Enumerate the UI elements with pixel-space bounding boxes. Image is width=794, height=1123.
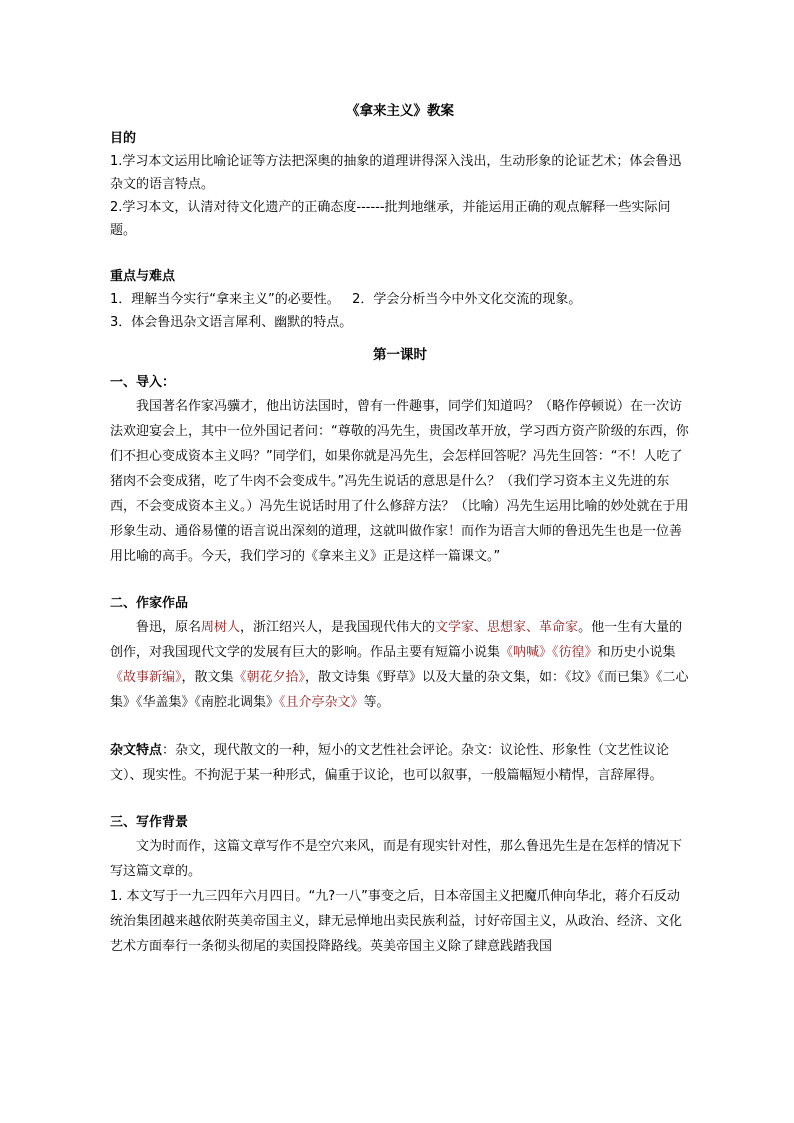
key-points-line-1: 1．理解当今实行“拿来主义”的必要性。 2．学会分析当今中外文化交流的现象。 [110,292,582,307]
author-paragraph [110,615,690,715]
lesson1-heading: 第一课时 [373,347,427,363]
author-text-3: 。他一生有大量的创作，对我国现代文学的发展有巨大的影响。作品主要有短篇小说集 [110,620,683,660]
author-last-collection: 《且介亭杂文》 [279,695,364,710]
author-essays: 《朝花夕拾》 [233,670,306,685]
zawen-paragraph [110,738,690,788]
document-title: 《拿来主义》教案 [346,103,454,119]
zawen-label: 杂文特点 [110,743,163,758]
author-text-2: ，浙江绍兴人，是我国现代伟大的 [240,620,436,635]
background-heading: 三、写作背景 [110,815,189,830]
author-roles: 文学家、思想家、革命家 [435,620,579,635]
author-text-4: 和历史小说集 [597,645,676,660]
author-history-novels: 《故事新编》 [110,670,182,685]
background-paragraph: 文为时而作，这篇文章写作不是空穴来风，而是有现实针对性，那么鲁迅先生是在怎样的情况下写这篇文章的。 [110,839,683,879]
author-heading: 二、作家作品 [110,596,189,611]
purpose-item-2: 2.学习本文，认清对待文化遗产的正确态度------批判地继承，并能运用正确的观点解释一些实际问题。 [110,200,671,238]
author-text-6: ，散文诗集《野草》以及大量的杂文集，如：《坟》《而已集》《二心集》《华盖集》《南腔北调集》 [110,670,689,710]
author-real-name: 周树人 [201,620,241,635]
intro-heading: 一、导入： [110,375,176,390]
purpose-item-1: 1.学习本文运用比喻论证等方法把深奥的抽象的道理讲得深入浅出，生动形象的论证艺术；体会鲁迅杂文的语言特点。 [110,154,682,192]
background-item-1: 1. 本文写于一九三四年六月四日。“九?一八”事变之后，日本帝国主义把魔爪伸向华北，蒋介石反动统治集团越来越依附英美帝国主义，肆无忌惮地出卖民族利益，讨好帝国主义，从政治、经济、文化艺术方面奉行一条彻头彻尾的卖国投降路线。英美帝国主义除了肆意践踏我国 [110,889,683,954]
author-novels: 《呐喊》《彷徨》 [500,645,598,660]
author-text-7: 等。 [363,695,390,710]
intro-paragraph: 我国著名作家冯骥才，他出访法国时，曾有一件趣事，同学们知道吗？（略作停顿说）在一次访法欢迎宴会上，其中一位外国记者问：“尊敬的冯先生，贵国改革开放，学习西方资产阶级的东西，你们不担心变成资本主义吗？”同学们，如果你就是冯先生，会怎样回答呢？冯先生回答：“不！人吃了猪肉不会变成猪，吃了牛肉不会变成牛。”冯先生说话的意思是什么？（我们学习资本主义先进的东西，不会变成资本主义。）冯先生说话时用了什么修辞方法？（比喻）冯先生运用比喻的妙处就在于用形象生动、通俗易懂的语言说出深刻的道理，这就叫做作家！而作为语言大师的鲁迅先生也是一位善用比喻的高手。今天，我们学习的《拿来主义》正是这样一篇课文。” [110,399,689,564]
document-body [110,100,690,959]
zawen-text: ：杂文，现代散文的一种，短小的文艺性社会评论。杂文：议论性、形象性（文艺性议论文）、现实性。不拘泥于某一种形式，偏重于议论，也可以叙事，一般篇幅短小精悍，言辞犀得。 [110,743,670,783]
key-points-heading: 重点与难点 [110,269,176,284]
author-text-1: 鲁迅，原名 [136,620,202,635]
purpose-heading: 目的 [110,131,137,146]
author-text-5: ，散文集 [181,670,234,685]
key-points-line-2: 3．体会鲁迅杂文语言犀利、幽默的特点。 [110,315,353,330]
